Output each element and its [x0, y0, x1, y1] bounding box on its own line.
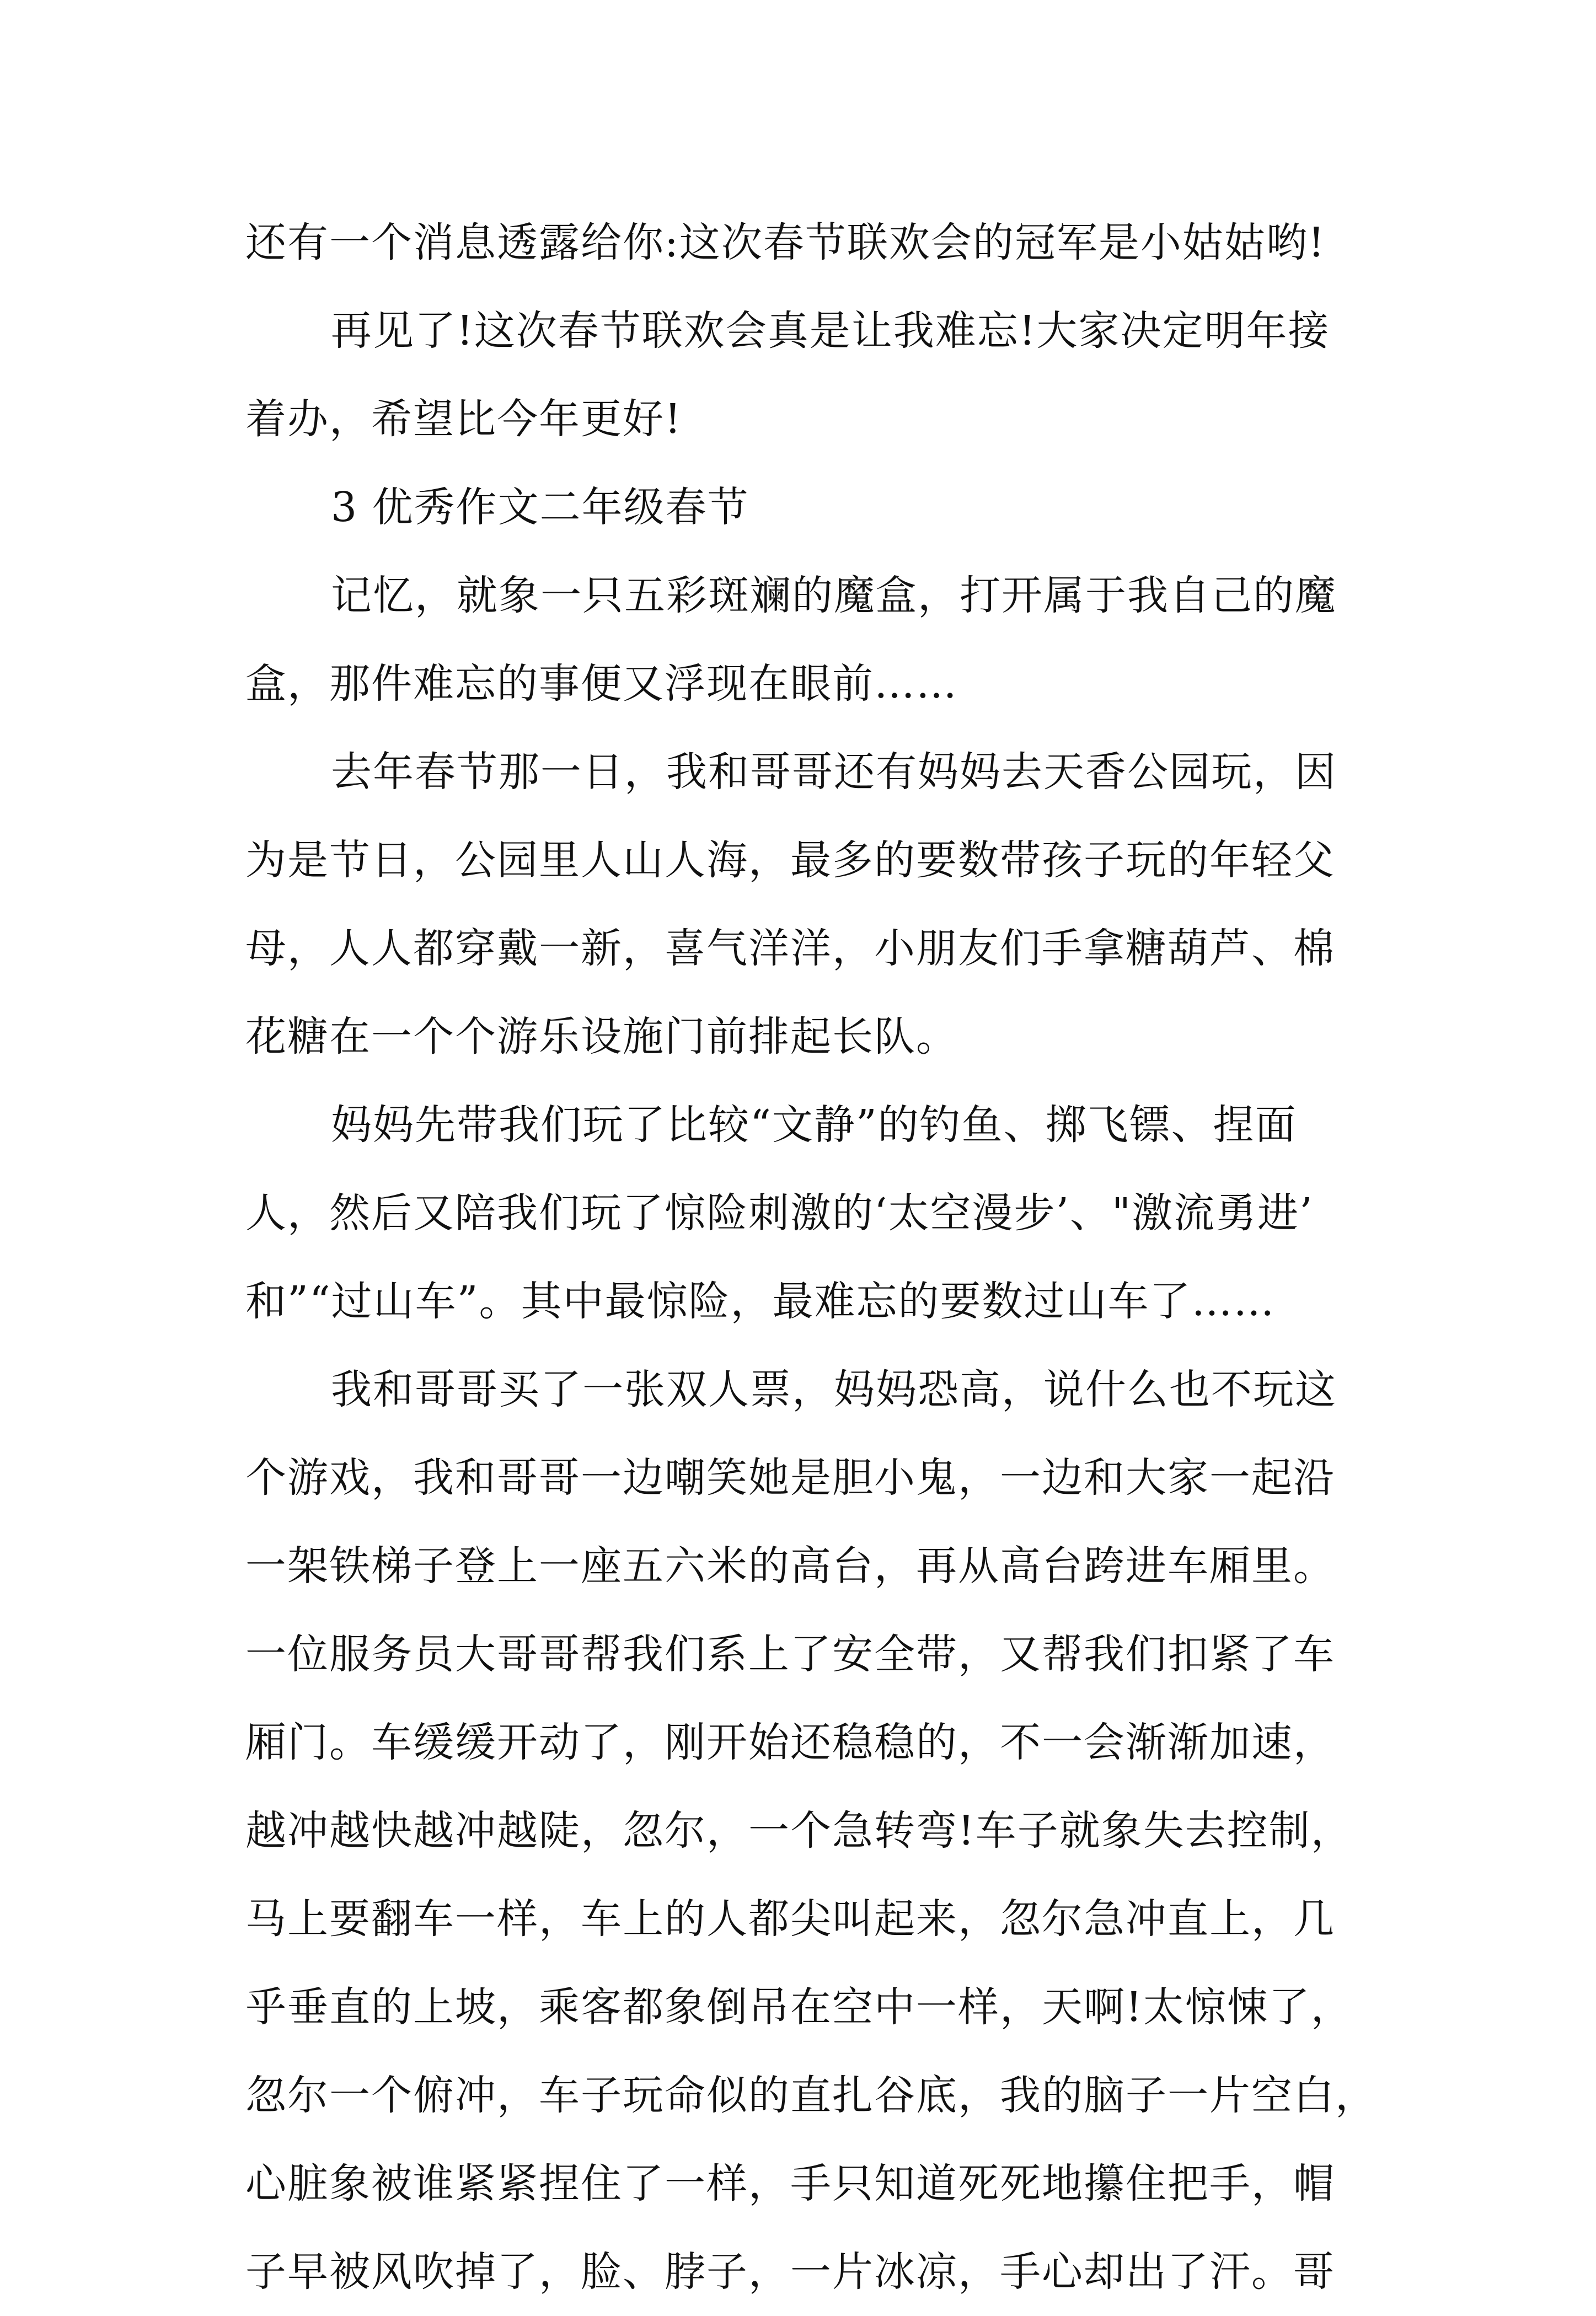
text-line: 马上要翻车一样，车上的人都尖叫起来，忽尔急冲直上，几	[245, 1895, 1335, 1943]
text-line: 人，然后又陪我们玩了惊险刺激的‘太空漫步’、"激流勇进’	[245, 1189, 1314, 1237]
text-line: 为是节日，公园里人山人海，最多的要数带孩子玩的年轻父	[245, 837, 1335, 884]
text-line: 还有一个消息透露给你:这次春节联欢会的冠军是小姑姑哟!	[245, 219, 1326, 266]
text-line: 厢门。车缓缓开动了，刚开始还稳稳的，不一会渐渐加速，	[245, 1719, 1335, 1766]
text-line: 个游戏，我和哥哥一边嘲笑她是胆小鬼，一边和大家一起沿	[245, 1454, 1335, 1502]
text-line: 我和哥哥买了一张双人票，妈妈恐高，说什么也不玩这	[331, 1366, 1337, 1413]
text-line: 记忆，就象一只五彩斑斓的魔盒，打开属于我自己的魔	[331, 572, 1337, 619]
text-line: 和”“过山车”。其中最惊险，最难忘的要数过山车了……	[245, 1278, 1276, 1325]
text-line: 再见了!这次春节联欢会真是让我难忘!大家决定明年接	[331, 307, 1330, 355]
text-line: 3 优秀作文二年级春节	[331, 484, 749, 531]
text-line: 乎垂直的上坡，乘客都象倒吊在空中一样，天啊!太惊悚了，	[245, 1983, 1353, 2031]
text-line: 心脏象被谁紧紧捏住了一样，手只知道死死地攥住把手，帽	[245, 2160, 1335, 2207]
text-line: 母，人人都穿戴一新，喜气洋洋，小朋友们手拿糖葫芦、棉	[245, 925, 1335, 972]
text-line: 花糖在一个个游乐设施门前排起长队。	[245, 1013, 958, 1060]
text-line: 一架铁梯子登上一座五六米的高台，再从高台跨进车厢里。	[245, 1542, 1335, 1590]
text-line: 子早被风吹掉了，脸、脖子，一片冰凉，手心却出了汗。哥	[245, 2248, 1335, 2296]
text-line: 越冲越快越冲越陡，忽尔，一个急转弯!车子就象失去控制，	[245, 1807, 1353, 1854]
text-line: 一位服务员大哥哥帮我们系上了安全带，又帮我们扣紧了车	[245, 1631, 1335, 1678]
text-line: 盒，那件难忘的事便又浮现在眼前……	[245, 660, 958, 707]
text-line: 去年春节那一日，我和哥哥还有妈妈去天香公园玩，因	[331, 748, 1337, 796]
text-line: 忽尔一个俯冲，车子玩命似的直扎谷底，我的脑子一片空白，	[245, 2072, 1377, 2119]
text-line: 着办，希望比今年更好!	[245, 395, 682, 443]
document-body	[245, 199, 1393, 2316]
text-line: 妈妈先带我们玩了比较“文静”的钓鱼、掷飞镖、捏面	[331, 1101, 1297, 1149]
